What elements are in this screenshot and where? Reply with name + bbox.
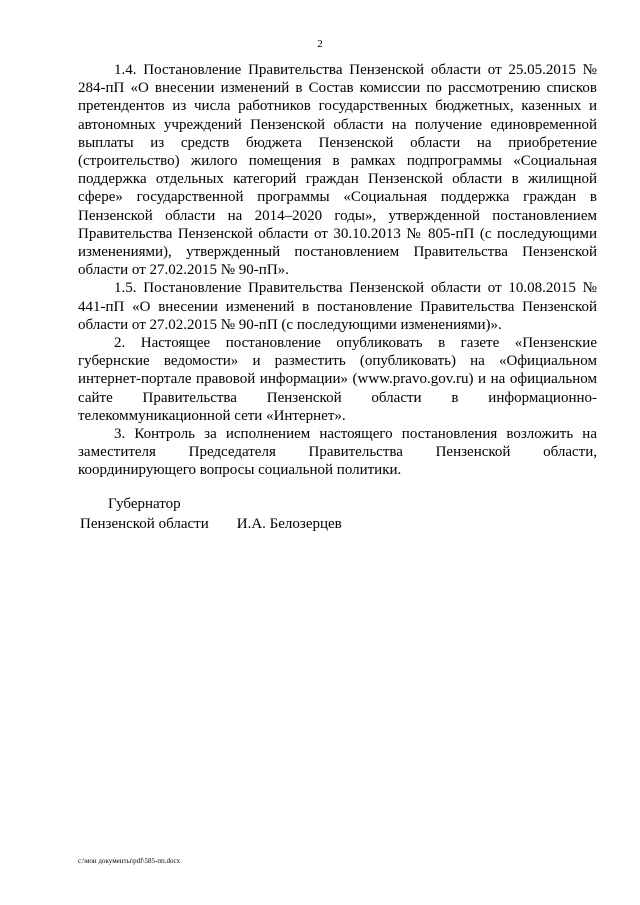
signature-block — [80, 494, 342, 534]
signatory-row — [80, 514, 342, 534]
signatory-name: И.А. Белозерцев — [236, 516, 342, 532]
paragraph-2: 2. Настоящее постановление опубликовать в газете «Пензенские губернские ведомости» и разместить (опубликовать) на «Официальном интернет-портале правовой информации» (www.pravo.gov.ru) и на официальном сайте Правительства Пензенской области в информационно-телекоммуникационной сети «Интернет». — [78, 335, 597, 424]
paragraph-3: 3. Контроль за исполнением настоящего постановления возложить на заместителя Председателя Правительства Пензенской области, координирующего вопросы социальной политики. — [78, 426, 597, 479]
page-number: 2 — [317, 38, 323, 50]
paragraph-1-5: 1.5. Постановление Правительства Пензенской области от 10.08.2015 № 441-пП «О внесении изменений в постановление Правительства Пензенской области от 27.02.2015 № 90-пП (с последующими изменениями)». — [78, 280, 597, 333]
footer-file-path: c:\мои документы\pdf\585-пп.docx — [78, 857, 181, 865]
signatory-title: Губернатор — [108, 496, 181, 512]
document-body — [78, 61, 597, 480]
paragraph-1-4: 1.4. Постановление Правительства Пензенской области от 25.05.2015 № 284-пП «О внесении изменений в Состав комиссии по рассмотрению списков претендентов из числа работников государственных бюджетных, казенных и автономных учреждений Пензенской области на получение единовременной выплаты из средств бюджета Пензенской области на приобретение (строительство) жилого помещения в рамках подпрограммы «Социальная поддержка отдельных категорий граждан Пензенской области в жилищной сфере» государственной программы «Социальная поддержка граждан в Пензенской области на 2014–2020 годы», утвержденной постановлением Правительства Пензенской области от 30.10.2013 № 805-пП (с последующими изменениями), утвержденный постановлением Правительства Пензенской области от 27.02.2015 № 90-пП». — [78, 62, 597, 279]
signatory-region: Пензенской области — [80, 516, 209, 532]
